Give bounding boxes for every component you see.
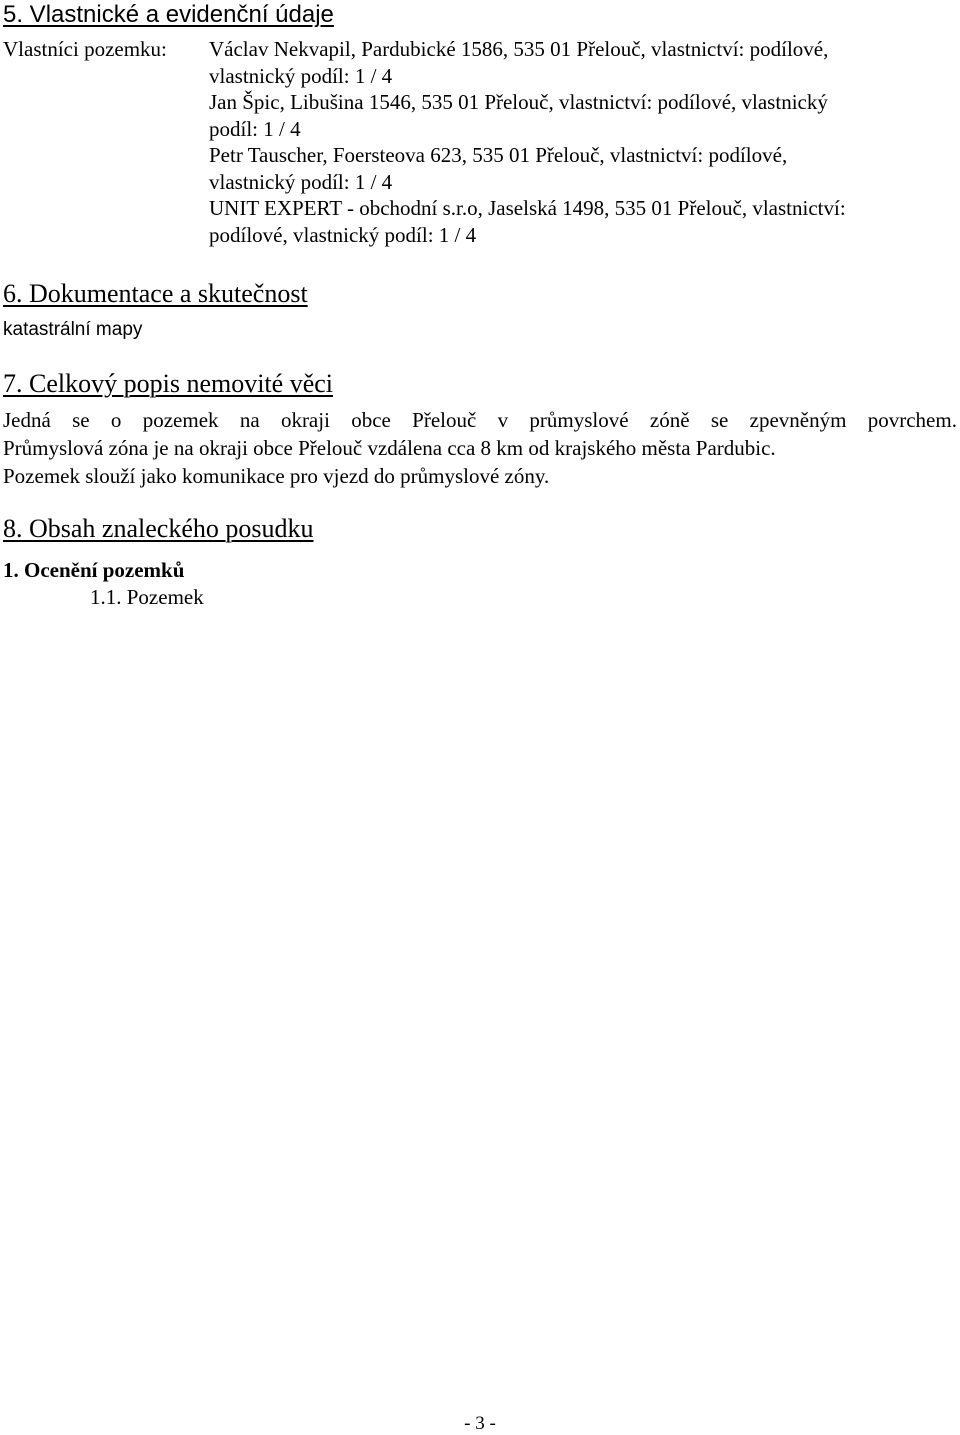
owner-line: podíl: 1 / 4 bbox=[209, 116, 301, 141]
description-word: v bbox=[497, 408, 509, 432]
owner-line: vlastnický podíl: 1 / 4 bbox=[209, 169, 393, 194]
description-line: Pozemek slouží jako komunikace pro vjezd do průmyslové zóny. bbox=[3, 464, 550, 488]
description-word: se bbox=[710, 408, 729, 432]
owner-entry bbox=[209, 89, 954, 142]
section-5-heading: 5. Vlastnické a evidenční údaje bbox=[3, 1, 334, 28]
description-word: Přelouč bbox=[412, 408, 477, 432]
owner-line: UNIT EXPERT - obchodní s.r.o, Jaselská 1498, 535 01 Přelouč, vlastnictví: bbox=[209, 196, 846, 220]
section-7-heading: 7. Celkový popis nemovité věci bbox=[3, 369, 334, 398]
owner-line: vlastnický podíl: 1 / 4 bbox=[209, 63, 393, 88]
owner-entry bbox=[209, 195, 954, 248]
description-word: okraji bbox=[280, 408, 330, 432]
description-word: se bbox=[72, 408, 90, 432]
description-word: na bbox=[239, 408, 260, 432]
description-word: o bbox=[110, 408, 122, 432]
property-description bbox=[3, 406, 957, 490]
owner-line: podílové, vlastnický podíl: 1 / 4 bbox=[209, 222, 477, 247]
description-word: pozemek bbox=[142, 408, 219, 432]
description-word: Jedná bbox=[3, 408, 51, 432]
section-6-heading: 6. Dokumentace a skutečnost bbox=[3, 279, 308, 308]
description-word: povrchem. bbox=[867, 408, 957, 432]
owner-entry bbox=[209, 142, 954, 195]
page-number-text: - 3 - bbox=[464, 1413, 496, 1434]
description-line bbox=[3, 406, 957, 434]
valuation-subitem: 1.1. Pozemek bbox=[90, 585, 204, 609]
section-8-heading: 8. Obsah znaleckého posudku bbox=[3, 514, 314, 543]
owner-line: Jan Špic, Libušina 1546, 535 01 Přelouč, vlastnictví: podílové, vlastnický bbox=[209, 90, 828, 114]
description-word: zpevněným bbox=[749, 408, 847, 432]
owner-line: Václav Nekvapil, Pardubické 1586, 535 01 Přelouč, vlastnictví: podílové, bbox=[209, 37, 829, 61]
owner-line: Petr Tauscher, Foersteova 623, 535 01 Přelouč, vlastnictví: podílové, bbox=[209, 143, 788, 167]
page-number bbox=[0, 1413, 960, 1435]
description-word: průmyslové bbox=[529, 408, 629, 432]
valuation-item: 1. Ocenění pozemků bbox=[3, 558, 185, 582]
documentation-text: katastrální mapy bbox=[3, 319, 143, 340]
owners-list bbox=[209, 36, 954, 248]
description-word: zóně bbox=[649, 408, 690, 432]
owners-label: Vlastníci pozemku: bbox=[3, 37, 167, 61]
description-word: obce bbox=[351, 408, 391, 432]
owner-entry bbox=[209, 36, 954, 89]
description-line: Průmyslová zóna je na okraji obce Přelouč vzdálena cca 8 km od krajského města Pardubic. bbox=[3, 436, 776, 460]
